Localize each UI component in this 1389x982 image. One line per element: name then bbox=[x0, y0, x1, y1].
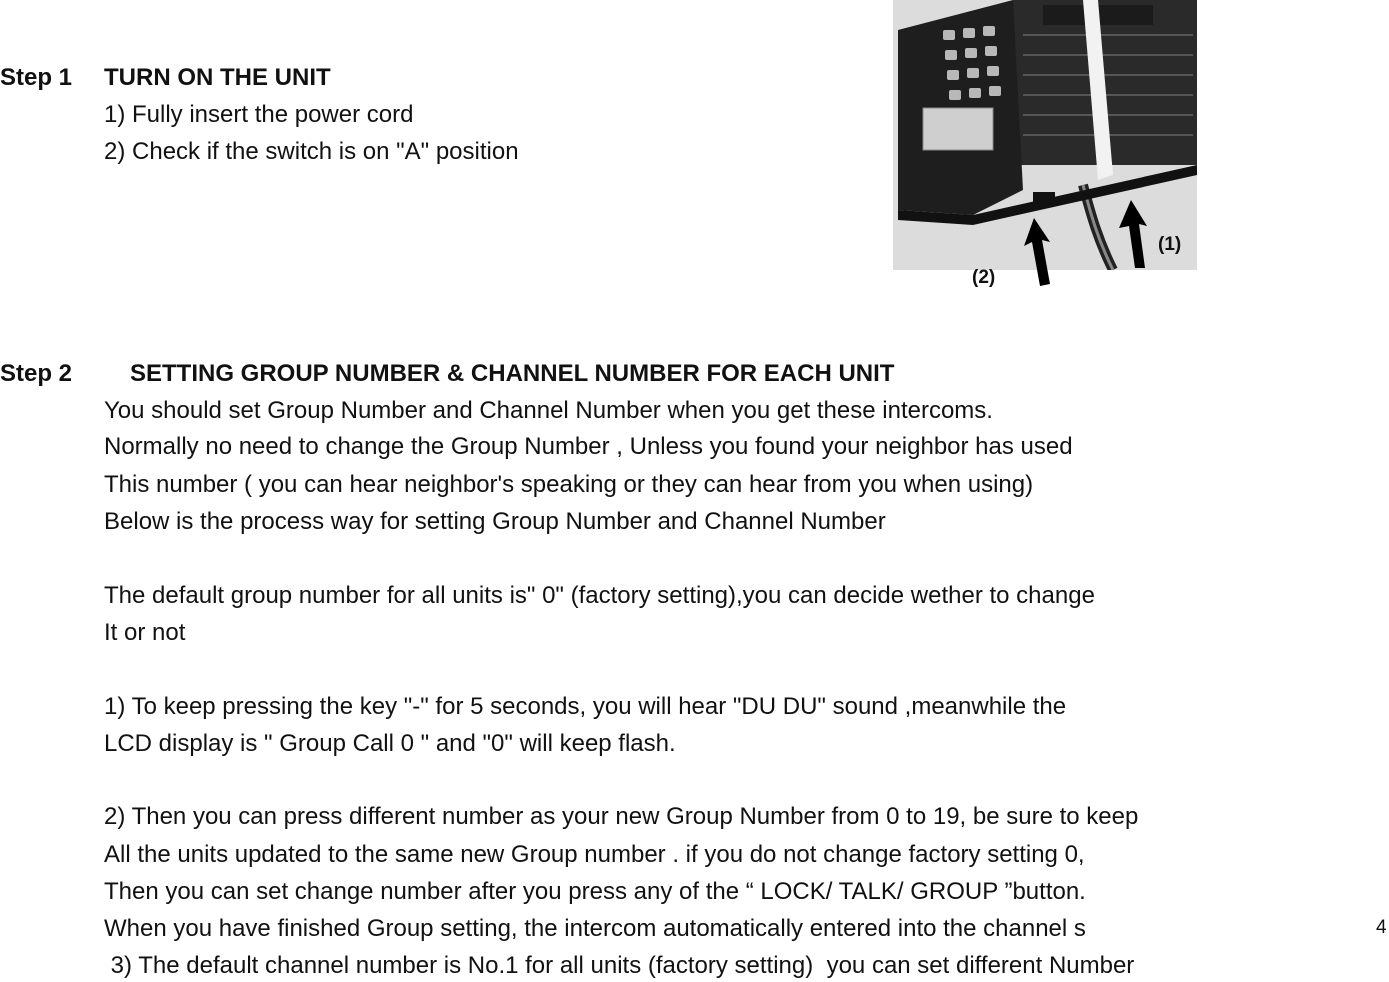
arrow-up-icon bbox=[1016, 218, 1056, 288]
step2-line: It or not bbox=[104, 619, 186, 646]
callout-2: (2) bbox=[972, 267, 996, 288]
step2-line: 3) The default channel number is No.1 for all units (factory setting) you can set different Number bbox=[104, 952, 1135, 979]
step2-line: Normally no need to change the Group Number , Unless you found your neighbor has used bbox=[104, 433, 1073, 460]
step2-line: 2) Then you can press different number as your new Group Number from 0 to 19, be sure to keep bbox=[104, 803, 1139, 830]
step1-item-2: 2) Check if the switch is on "A" position bbox=[104, 138, 519, 165]
step2-line: All the units updated to the same new Group number . if you do not change factory setting 0, bbox=[104, 841, 1085, 868]
step2-line: The default group number for all units is" 0" (factory setting),you can decide wether to change bbox=[104, 582, 1095, 609]
arrow-up-icon bbox=[1115, 200, 1155, 270]
step2-line: This number ( you can hear neighbor's speaking or they can hear from you when using) bbox=[104, 471, 1034, 498]
step2-line: You should set Group Number and Channel Number when you get these intercoms. bbox=[104, 397, 993, 424]
page-number: 4 bbox=[1376, 917, 1387, 938]
step1-title: TURN ON THE UNIT bbox=[104, 64, 331, 91]
step2-line: When you have finished Group setting, the intercom automatically entered into the channel s bbox=[104, 915, 1086, 942]
step1-label: Step 1 bbox=[0, 64, 73, 91]
step2-line: Below is the process way for setting Group Number and Channel Number bbox=[104, 508, 886, 535]
step1-item-1: 1) Fully insert the power cord bbox=[104, 101, 414, 128]
step2-line: Then you can set change number after you press any of the “ LOCK/ TALK/ GROUP ”button. bbox=[104, 878, 1086, 905]
step2-title: SETTING GROUP NUMBER & CHANNEL NUMBER FOR EACH UNIT bbox=[130, 360, 895, 387]
callout-1: (1) bbox=[1158, 234, 1182, 255]
step2-line: LCD display is " Group Call 0 " and "0" will keep flash. bbox=[104, 730, 676, 757]
step2-line: 1) To keep pressing the key "-" for 5 seconds, you will hear "DU DU" sound ,meanwhile the bbox=[104, 693, 1067, 720]
step2-label: Step 2 bbox=[0, 360, 73, 387]
